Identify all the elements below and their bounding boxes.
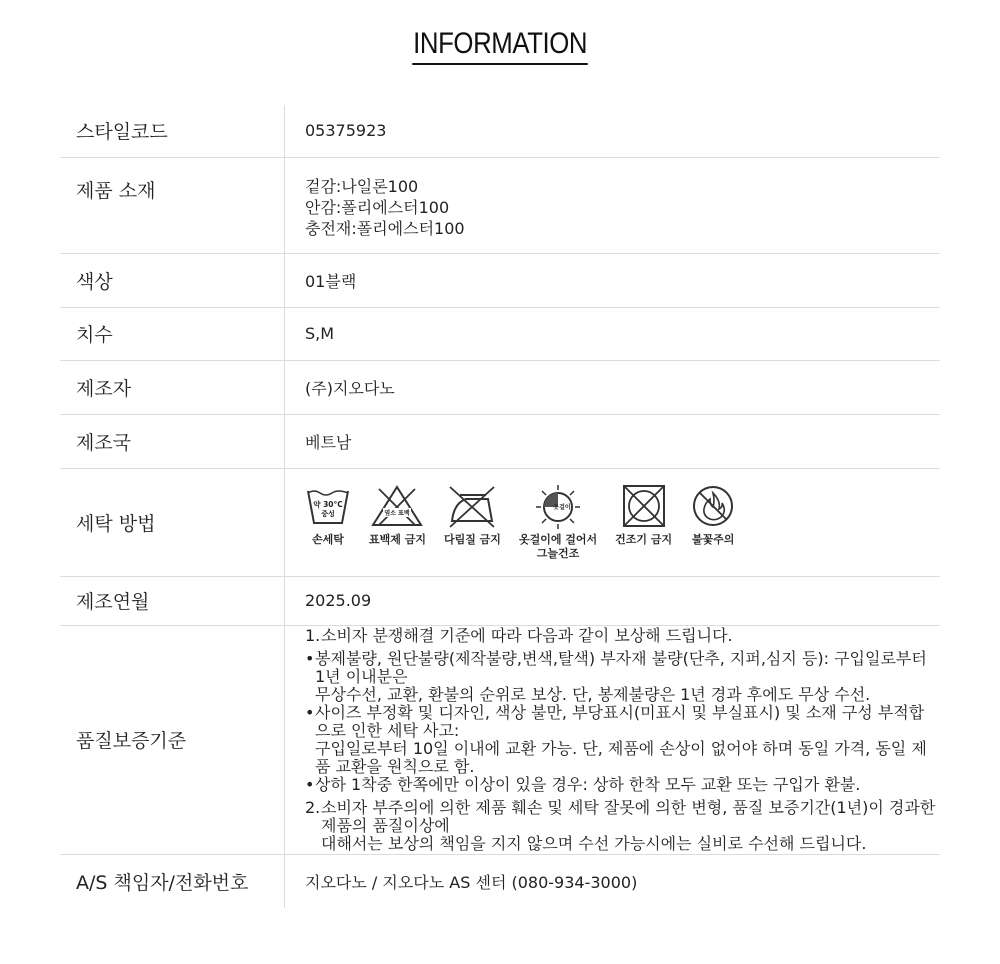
page-title-wrap — [0, 26, 1000, 65]
label-country: 제조국 — [60, 414, 285, 468]
value-style-code: 05375923 — [285, 105, 941, 157]
label-as: A/S 책임자/전화번호 — [60, 854, 285, 908]
care-item-hang-dry — [519, 483, 597, 561]
quality-bullet-3: • 상하 1착중 한쪽에만 이상이 있을 경우: 상하 한착 모두 교환 또는 구입가 환불. — [305, 774, 861, 794]
value-color: 01블랙 — [285, 253, 941, 307]
label-material: 제품 소재 — [60, 157, 285, 253]
label-wash: 세탁 방법 — [60, 468, 285, 576]
row-country — [60, 414, 940, 468]
care-item-no-iron — [444, 483, 501, 547]
care-caption: 손세탁 — [312, 533, 344, 546]
label-color: 색상 — [60, 253, 285, 307]
care-icons — [305, 483, 939, 561]
no-iron-icon — [446, 483, 498, 529]
row-color — [60, 253, 940, 307]
row-quality — [60, 625, 940, 854]
no-bleach-text: 염소 표백 — [384, 510, 411, 517]
row-wash — [60, 468, 940, 576]
material-line: 겉감:나일론100 — [305, 176, 419, 196]
flame-caution-icon — [690, 483, 736, 529]
row-as — [60, 854, 940, 908]
info-table — [60, 105, 940, 908]
material-line: 안감:폴리에스터100 — [305, 197, 450, 217]
quality-item-2: 2. 소비자 부주의에 의한 제품 훼손 및 세탁 잘못에 의한 변형, 품질 보증기간(1년)이 경과한 제품의 품질이상에 대해서는 보상의 책임을 지지 않으며 수선 가능시에는 실비로 수선해 드립니다. — [305, 797, 936, 853]
hang-dry-text: 옷걸이 — [553, 504, 571, 511]
value-material — [285, 157, 941, 253]
label-mfg-date: 제조연월 — [60, 576, 285, 625]
care-caption: 다림질 금지 — [443, 533, 501, 546]
value-as: 지오다노 / 지오다노 AS 센터 (080-934-3000) — [305, 872, 638, 892]
page-title: INFORMATION — [412, 26, 588, 65]
care-caption: 표백제 금지 — [369, 533, 426, 546]
care-caption: 불꽃주의 — [691, 533, 735, 546]
label-quality: 품질보증기준 — [60, 625, 285, 854]
quality-item-1: 1. 소비자 분쟁해결 기준에 따라 다음과 같이 보상해 드립니다. — [305, 625, 733, 645]
value-country: 베트남 — [285, 414, 941, 468]
value-size: S,M — [285, 307, 941, 360]
row-size — [60, 307, 940, 360]
value-wash — [285, 468, 941, 576]
hang-shade-dry-icon — [534, 483, 582, 529]
row-maker — [60, 360, 940, 414]
hand-wash-neutral: 중성 — [321, 510, 335, 518]
no-tumble-dry-icon — [621, 483, 667, 529]
care-caption-line: 옷걸이에 걸어서 — [518, 533, 598, 546]
hand-wash-icon — [305, 483, 351, 529]
no-bleach-icon — [371, 483, 423, 529]
care-caption: 건조기 금지 — [615, 533, 673, 546]
row-style-code — [60, 105, 940, 157]
label-maker: 제조자 — [60, 360, 285, 414]
quality-bullet-1: • 봉제불량, 원단불량(제작불량,변색,탈색) 부자재 불량(단추, 지퍼,심지 등): 구입일로부터 1년 이내분은 무상수선, 교환, 환불의 순위로 보상. 단, 봉제불량은 1년 경과 후에도 무상 수선. — [305, 648, 927, 704]
care-item-no-tumble-dry — [615, 483, 672, 547]
row-material — [60, 157, 940, 253]
material-line: 충전재:폴리에스터100 — [305, 218, 465, 238]
value-maker: (주)지오다노 — [285, 360, 941, 414]
label-size: 치수 — [60, 307, 285, 360]
label-style-code: 스타일코드 — [60, 105, 285, 157]
hand-wash-temp: 약 30°C — [313, 500, 343, 509]
value-mfg-date: 2025.09 — [285, 576, 941, 625]
care-caption-line: 그늘건조 — [536, 547, 580, 560]
row-mfg-date — [60, 576, 940, 625]
care-item-hand-wash — [305, 483, 351, 547]
value-quality — [285, 625, 941, 854]
care-item-flame-caution — [690, 483, 736, 547]
care-item-no-bleach — [369, 483, 426, 547]
quality-bullet-2: • 사이즈 부정확 및 디자인, 색상 불만, 부당표시(미표시 및 부실표시) 및 소재 구성 부적합으로 인한 세탁 사고: 구입일로부터 10일 이내에 교환 가능. 단, 제품에 손상이 없어야 하며 동일 가격, 동일 제품 교환을 원칙으로 함. — [305, 702, 927, 776]
care-caption — [519, 533, 597, 561]
